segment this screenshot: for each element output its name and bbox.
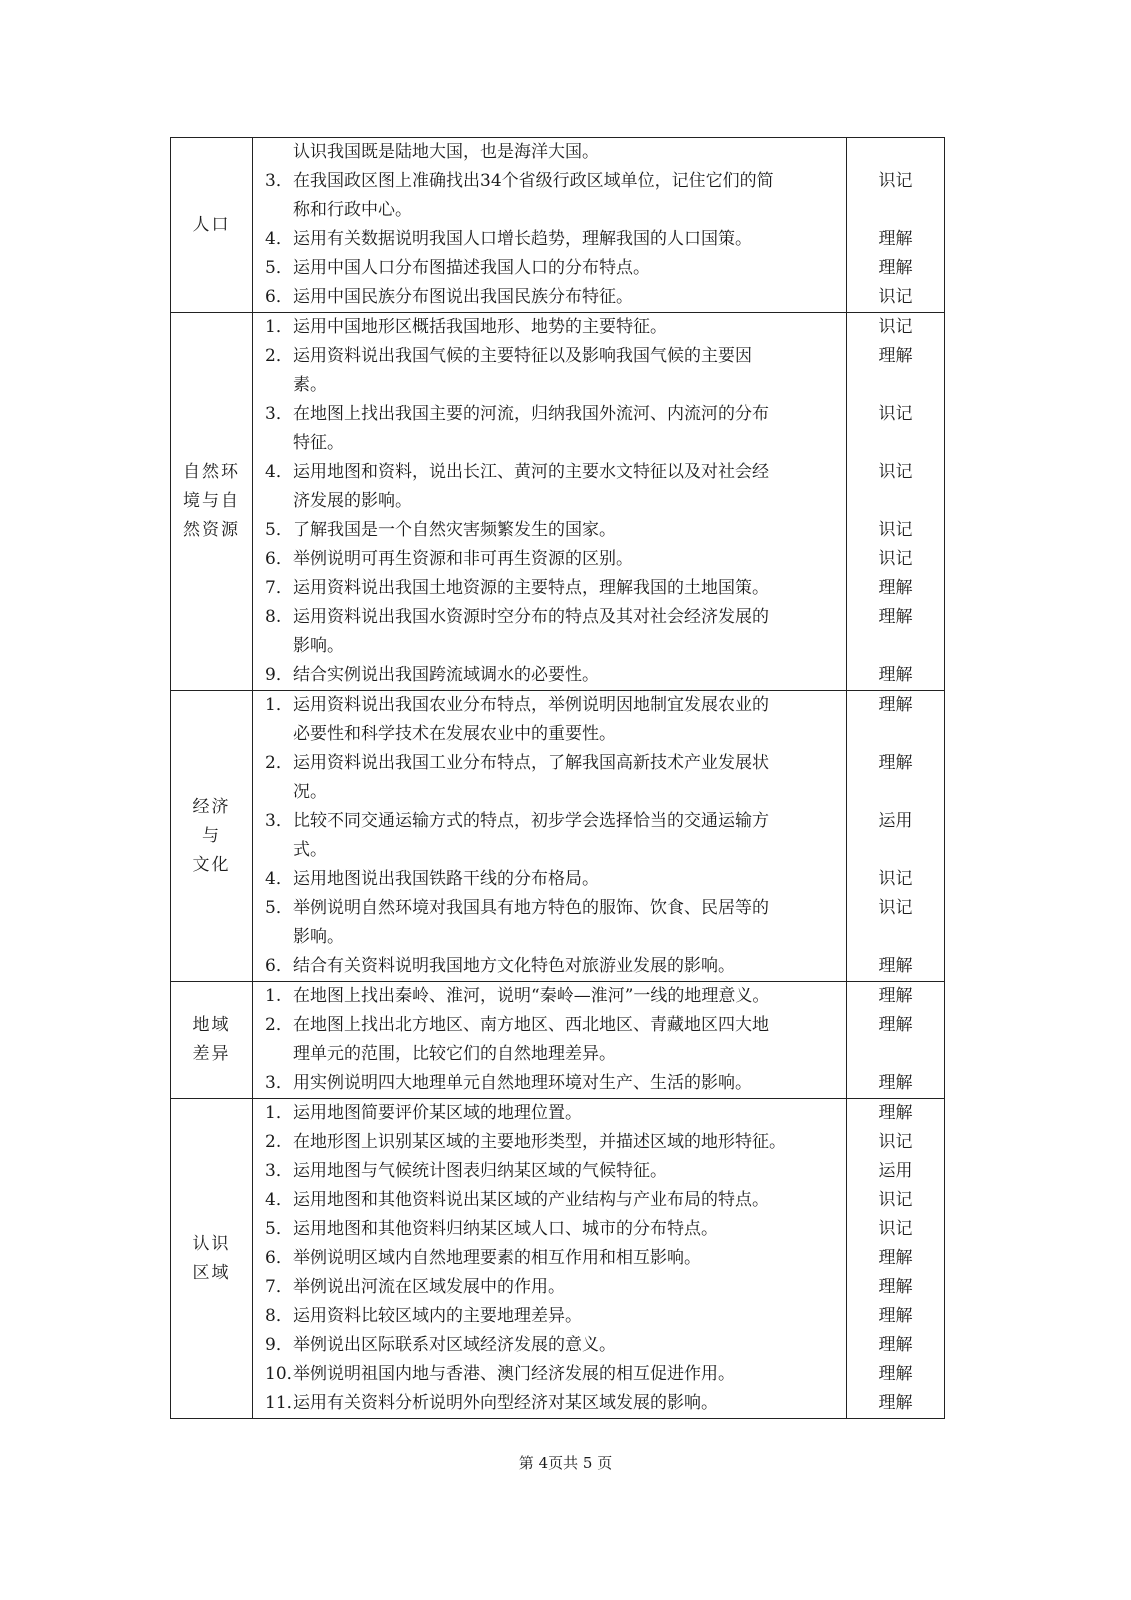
item-text: 举例说明祖国内地与香港、澳门经济发展的相互促进作用。	[293, 1364, 735, 1384]
item-text: 在我国政区图上准确找出34个省级行政区域单位，记住它们的简	[293, 171, 774, 191]
level-label: 理解	[878, 753, 913, 773]
section-levels	[847, 313, 945, 691]
item-text: 济发展的影响。	[293, 491, 412, 511]
list-item-line	[253, 196, 846, 225]
level-blank	[847, 720, 944, 749]
item-text: 运用地图简要评价某区域的地理位置。	[293, 1103, 582, 1123]
list-item-line	[253, 603, 846, 632]
item-text: 举例说出区际联系对区域经济发展的意义。	[293, 1335, 616, 1355]
level-label: 理解	[878, 695, 913, 715]
list-item-line	[253, 1157, 846, 1186]
level-blank	[847, 923, 944, 952]
section-row	[171, 982, 945, 1099]
section-topic	[171, 138, 253, 313]
item-text: 运用有关数据说明我国人口增长趋势，理解我国的人口国策。	[293, 229, 752, 249]
item-number: 10．	[265, 1364, 304, 1384]
list-item-line	[253, 313, 846, 342]
item-text: 认识我国既是陆地大国，也是海洋大国。	[293, 142, 599, 162]
curriculum-table-body	[171, 138, 945, 1419]
item-number: 3．	[265, 404, 293, 424]
list-item-line	[253, 720, 846, 749]
item-number: 5．	[265, 1219, 293, 1239]
list-item-line	[253, 225, 846, 254]
section-content	[253, 313, 847, 691]
item-text: 结合实例说出我国跨流域调水的必要性。	[293, 665, 599, 685]
level-label: 识记	[878, 287, 913, 307]
topic-line: 境与自	[183, 491, 240, 511]
level-label: 理解	[878, 986, 913, 1006]
item-text: 运用资料说出我国气候的主要特征以及影响我国气候的主要因	[293, 346, 752, 366]
level-label: 理解	[878, 956, 913, 976]
item-text: 运用资料说出我国水资源时空分布的特点及其对社会经济发展的	[293, 607, 769, 627]
list-item-line	[253, 371, 846, 400]
item-number: 2．	[265, 753, 293, 773]
list-item-line	[253, 138, 846, 167]
item-number: 7．	[265, 578, 293, 598]
level-blank	[847, 138, 944, 167]
item-number: 5．	[265, 898, 293, 918]
item-number: 3．	[265, 811, 293, 831]
list-item-line	[253, 283, 846, 312]
level-label: 识记	[878, 317, 913, 337]
item-text: 用实例说明四大地理单元自然地理环境对生产、生活的影响。	[293, 1073, 752, 1093]
item-text: 运用地图说出我国铁路干线的分布格局。	[293, 869, 599, 889]
item-number: 5．	[265, 520, 293, 540]
level-label: 理解	[878, 1073, 913, 1093]
item-text: 了解我国是一个自然灾害频繁发生的国家。	[293, 520, 616, 540]
item-number: 4．	[265, 229, 293, 249]
level-label: 理解	[878, 1335, 913, 1355]
item-text: 运用有关资料分析说明外向型经济对某区域发展的影响。	[293, 1393, 718, 1413]
level-blank	[847, 632, 944, 661]
item-text: 举例说明区域内自然地理要素的相互作用和相互影响。	[293, 1248, 701, 1268]
level-label: 理解	[878, 1306, 913, 1326]
section-row	[171, 1099, 945, 1419]
item-text: 式。	[293, 840, 327, 860]
list-item-line	[253, 865, 846, 894]
level-label: 理解	[878, 607, 913, 627]
item-text: 运用中国人口分布图描述我国人口的分布特点。	[293, 258, 650, 278]
item-number: 3．	[265, 1073, 293, 1093]
list-item-line	[253, 1302, 846, 1331]
level-label: 识记	[878, 404, 913, 424]
item-number: 9．	[265, 1335, 293, 1355]
level-label: 识记	[878, 869, 913, 889]
item-text: 运用资料说出我国农业分布特点，举例说明因地制宜发展农业的	[293, 695, 769, 715]
level-label: 识记	[878, 462, 913, 482]
level-label: 识记	[878, 171, 913, 191]
item-text: 运用资料说出我国工业分布特点，了解我国高新技术产业发展状	[293, 753, 769, 773]
topic-line: 地域	[192, 1015, 231, 1035]
item-number: 6．	[265, 287, 293, 307]
item-text: 举例说明可再生资源和非可再生资源的区别。	[293, 549, 633, 569]
list-item-line	[253, 749, 846, 778]
item-text: 运用中国民族分布图说出我国民族分布特征。	[293, 287, 633, 307]
item-number: 5．	[265, 258, 293, 278]
level-label: 运用	[878, 811, 913, 831]
list-item-line	[253, 1389, 846, 1418]
item-number: 4．	[265, 462, 293, 482]
item-text: 素。	[293, 375, 327, 395]
list-item-line	[253, 1099, 846, 1128]
page-footer: 第 4页共 5 页	[518, 1454, 613, 1472]
section-topic	[171, 982, 253, 1099]
item-number: 6．	[265, 1248, 293, 1268]
level-blank	[847, 487, 944, 516]
level-label: 理解	[878, 1248, 913, 1268]
topic-line: 认识	[192, 1233, 231, 1254]
section-topic	[171, 691, 253, 982]
level-blank	[847, 371, 944, 400]
item-number: 2．	[265, 346, 293, 366]
list-item-line	[253, 545, 846, 574]
list-item-line	[253, 1273, 846, 1302]
level-label: 理解	[878, 1364, 913, 1384]
list-item-line	[253, 342, 846, 371]
topic-line: 人口	[192, 214, 231, 235]
item-text: 运用资料说出我国土地资源的主要特点，理解我国的土地国策。	[293, 578, 769, 598]
level-label: 理解	[878, 1015, 913, 1035]
list-item-line	[253, 487, 846, 516]
level-blank	[847, 196, 944, 225]
list-item-line	[253, 691, 846, 720]
list-item-line	[253, 1360, 846, 1389]
level-label: 理解	[878, 229, 913, 249]
level-label: 识记	[878, 898, 913, 918]
section-content	[253, 691, 847, 982]
level-label: 理解	[878, 665, 913, 685]
item-text: 在地图上找出我国主要的河流，归纳我国外流河、内流河的分布	[293, 404, 769, 424]
item-text: 举例说明自然环境对我国具有地方特色的服饰、饮食、民居等的	[293, 898, 769, 918]
level-label: 识记	[878, 1190, 913, 1210]
item-number: 1．	[265, 317, 293, 337]
item-text: 结合有关资料说明我国地方文化特色对旅游业发展的影响。	[293, 956, 735, 976]
section-levels	[847, 1099, 945, 1419]
level-blank	[847, 778, 944, 807]
section-row	[171, 313, 945, 691]
list-item-line	[253, 574, 846, 603]
list-item-line	[253, 1128, 846, 1157]
list-item-line	[253, 778, 846, 807]
list-item-line	[253, 400, 846, 429]
section-levels	[847, 982, 945, 1099]
level-blank	[847, 429, 944, 458]
item-text: 在地图上找出北方地区、南方地区、西北地区、青藏地区四大地	[293, 1015, 769, 1035]
item-number: 8．	[265, 1306, 293, 1326]
topic-line: 经济	[192, 796, 231, 817]
item-text: 影响。	[293, 927, 344, 947]
item-text: 在地图上找出秦岭、淮河，说明“秦岭—淮河”一线的地理意义。	[293, 986, 770, 1006]
list-item-line	[253, 952, 846, 981]
list-item-line	[253, 1069, 846, 1098]
item-text: 在地形图上识别某区域的主要地形类型，并描述区域的地形特征。	[293, 1132, 786, 1152]
item-number: 7．	[265, 1277, 293, 1297]
list-item-line	[253, 254, 846, 283]
topic-line: 自然环	[183, 462, 240, 482]
item-text: 称和行政中心。	[293, 200, 412, 220]
item-number: 1.	[265, 986, 282, 1006]
item-text: 影响。	[293, 636, 344, 656]
level-label: 识记	[878, 1132, 913, 1152]
list-item-line	[253, 429, 846, 458]
section-row	[171, 691, 945, 982]
level-label: 理解	[878, 258, 913, 278]
item-number: 2．	[265, 1015, 293, 1035]
level-label: 理解	[878, 346, 913, 366]
section-row	[171, 138, 945, 313]
level-label: 运用	[878, 1161, 913, 1181]
item-number: 3．	[265, 171, 293, 191]
list-item-line	[253, 1186, 846, 1215]
level-label: 理解	[878, 1103, 913, 1123]
list-item-line	[253, 1011, 846, 1040]
item-text: 运用地图与气候统计图表归纳某区域的气候特征。	[293, 1161, 667, 1181]
item-number: 4．	[265, 1190, 293, 1210]
list-item-line	[253, 923, 846, 952]
list-item-line	[253, 982, 846, 1011]
list-item-line	[253, 167, 846, 196]
section-levels	[847, 138, 945, 313]
section-content	[253, 138, 847, 313]
item-text: 运用地图和资料，说出长江、黄河的主要水文特征以及对社会经	[293, 462, 769, 482]
list-item-line	[253, 836, 846, 865]
item-number: 3．	[265, 1161, 293, 1181]
list-item-line	[253, 458, 846, 487]
topic-line: 区域	[192, 1262, 231, 1283]
item-number: 9．	[265, 665, 293, 685]
list-item-line	[253, 1040, 846, 1069]
item-text: 比较不同交通运输方式的特点，初步学会选择恰当的交通运输方	[293, 811, 769, 831]
level-label: 理解	[878, 1393, 913, 1413]
item-number: 1．	[265, 695, 293, 715]
list-item-line	[253, 1244, 846, 1273]
curriculum-table	[170, 137, 945, 1419]
topic-line: 与	[202, 825, 221, 846]
section-levels	[847, 691, 945, 982]
item-text: 特征。	[293, 433, 344, 453]
item-text: 运用中国地形区概括我国地形、地势的主要特征。	[293, 317, 667, 337]
item-number: 4．	[265, 869, 293, 889]
item-text: 理单元的范围，比较它们的自然地理差异。	[293, 1044, 616, 1064]
level-label: 识记	[878, 520, 913, 540]
item-text: 运用资料比较区域内的主要地理差异。	[293, 1306, 582, 1326]
section-topic	[171, 1099, 253, 1419]
level-label: 识记	[878, 1219, 913, 1239]
item-text: 况。	[293, 782, 327, 802]
level-blank	[847, 1040, 944, 1069]
item-text: 运用地图和其他资料说出某区域的产业结构与产业布局的特点。	[293, 1190, 769, 1210]
topic-line: 文化	[192, 854, 231, 875]
level-blank	[847, 836, 944, 865]
item-text: 运用地图和其他资料归纳某区域人口、城市的分布特点。	[293, 1219, 718, 1239]
list-item-line	[253, 516, 846, 545]
list-item-line	[253, 661, 846, 690]
section-content	[253, 1099, 847, 1419]
level-label: 识记	[878, 549, 913, 569]
item-number: 6．	[265, 549, 293, 569]
list-item-line	[253, 1215, 846, 1244]
section-content	[253, 982, 847, 1099]
item-number: 11．	[265, 1393, 304, 1413]
item-number: 8.	[265, 607, 282, 627]
item-text: 必要性和科学技术在发展农业中的重要性。	[293, 724, 616, 744]
topic-line: 然资源	[183, 520, 240, 540]
topic-line: 差异	[192, 1044, 231, 1064]
list-item-line	[253, 632, 846, 661]
item-text: 举例说出河流在区域发展中的作用。	[293, 1277, 565, 1297]
item-number: 1．	[265, 1103, 293, 1123]
level-label: 理解	[878, 578, 913, 598]
list-item-line	[253, 1331, 846, 1360]
item-number: 6．	[265, 956, 293, 976]
item-number: 2.	[265, 1132, 282, 1152]
section-topic	[171, 313, 253, 691]
level-label: 理解	[878, 1277, 913, 1297]
list-item-line	[253, 807, 846, 836]
list-item-line	[253, 894, 846, 923]
